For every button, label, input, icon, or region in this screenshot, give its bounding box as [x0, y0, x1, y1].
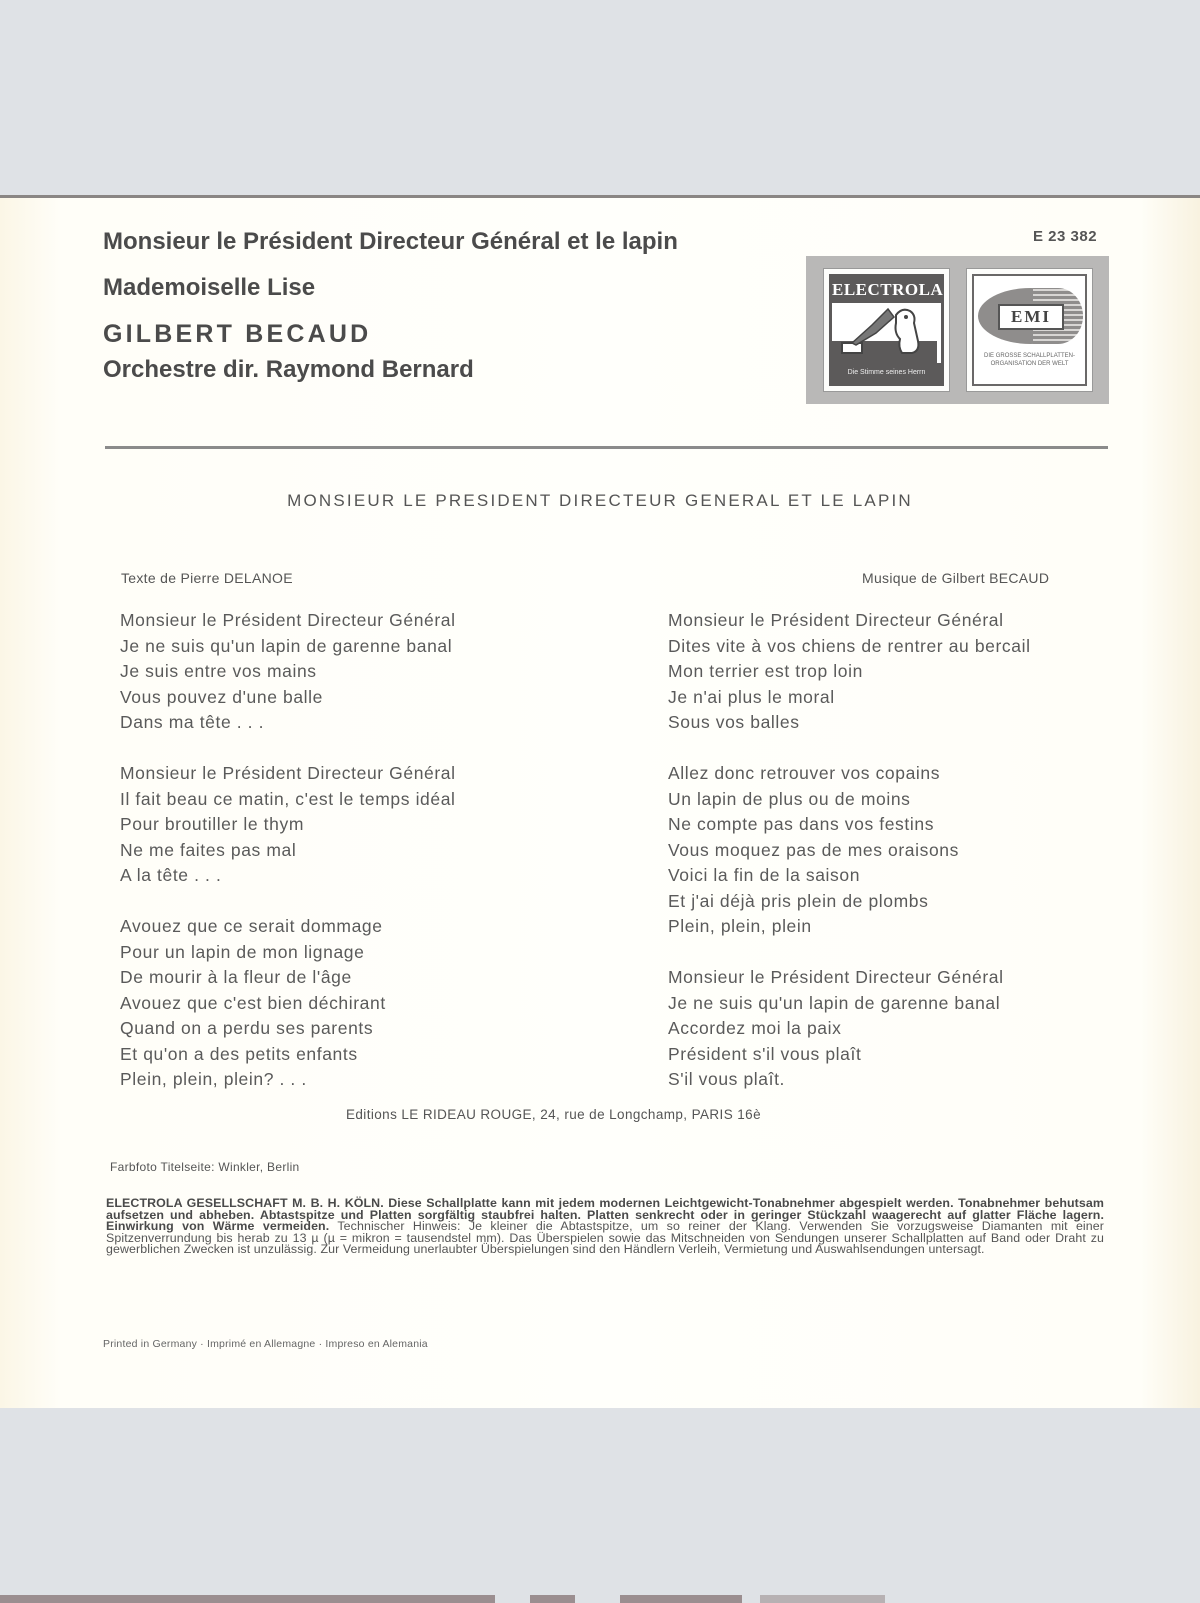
legal-notice-bold: ELECTROLA GESELLSCHAFT M. B. H. KÖLN. Diese Schallplatte kann mit jedem modernen Leichtgewicht-Tonabnehmer abgespielt werden. Tonabnehmer behutsam aufsetzen und abheben. Abtastspitze und Platten sorgfältig staubfrei halten. Platten senkrecht oder in geringer Stückzahl waagerecht auf glatter Fläche lagern. Einwirkung von Wärme vermeiden.: [106, 1196, 1104, 1233]
lyric-line: Je ne suis qu'un lapin de garenne banal: [120, 635, 453, 656]
composer-credit: Musique de Gilbert BECAUD: [862, 570, 1050, 586]
lyric-line: Monsieur le Président Directeur Général: [668, 610, 1004, 630]
a-side-title: Monsieur le Président Directeur Général et le lapin: [103, 228, 678, 255]
emi-logo: [966, 268, 1093, 392]
printed-in-notice: Printed in Germany · Imprimé en Allemagne · Impreso en Alemania: [103, 1338, 428, 1350]
lyric-line: A la tête . . .: [120, 865, 222, 885]
photo-credit: Farbfoto Titelseite: Winkler, Berlin: [110, 1160, 300, 1174]
orchestra-credit: Orchestre dir. Raymond Bernard: [103, 356, 474, 383]
lyric-line: Vous moquez pas de mes oraisons: [668, 839, 959, 860]
lyric-line: Plein, plein, plein: [668, 916, 812, 936]
lyric-line: Pour broutiller le thym: [120, 814, 305, 834]
publisher-credit: Editions LE RIDEAU ROUGE, 24, rue de Longchamp, PARIS 16è: [346, 1107, 761, 1122]
lyric-line: Monsieur le Président Directeur Général: [120, 763, 456, 783]
lyric-line: Voici la fin de la saison: [668, 865, 861, 885]
electrola-logo: [823, 268, 950, 392]
stanza: [668, 761, 1031, 940]
lyric-line: Pour un lapin de mon lignage: [120, 941, 365, 962]
lyric-line: Vous pouvez d'une balle: [120, 686, 323, 707]
lyric-line: Plein, plein, plein? . . .: [120, 1069, 307, 1089]
lyric-line: Un lapin de plus ou de moins: [668, 788, 911, 809]
lyric-line: Je ne suis qu'un lapin de garenne banal: [668, 992, 1001, 1013]
stanza: [120, 608, 456, 736]
label-logos-panel: [806, 256, 1109, 404]
header-divider: [105, 446, 1108, 449]
record-sleeve-back: [0, 195, 1200, 1408]
lyric-line: Ne me faites pas mal: [120, 839, 297, 860]
lyric-line: De mourir à la fleur de l'âge: [120, 967, 352, 987]
lyric-line: Allez donc retrouver vos copains: [668, 763, 941, 783]
lyric-line: Ne compte pas dans vos festins: [668, 814, 935, 834]
lyricist-credit: Texte de Pierre DELANOE: [121, 570, 293, 586]
legal-notice-regular: Technischer Hinweis: Je kleiner die Abtastspitze, um so reiner der Klang. Verwenden Sie vorzugsweise Diamanten mit einer Spitzenverrundung bis herab zu 13 µ (µ = mikron = tausendstel mm). Das Überspielen sowie das Mitschneiden von Sendungen unserer Schallplatten auf Band oder Draht zu gewerblichen Zwecken ist unzulässig. Zur Vermeidung unerlaubter Überspielungen sind den Händlern Verleih, Vermietung und Auswahlsendungen untersagt.: [106, 1219, 1104, 1256]
b-side-title: Mademoiselle Lise: [103, 274, 316, 301]
electrola-tagline: Die Stimme seines Herrn: [832, 363, 941, 383]
lyric-line: Je n'ai plus le moral: [668, 686, 835, 707]
lyric-line: Président s'il vous plaît: [668, 1043, 862, 1064]
lyric-line: S'il vous plaît.: [668, 1069, 786, 1089]
electrola-logo-name: ELECTROLA: [832, 277, 941, 303]
lyric-line: Sous vos balles: [668, 712, 800, 732]
stanza: [668, 608, 1031, 736]
lyric-line: Avouez que ce serait dommage: [120, 916, 383, 936]
lyric-line: Mon terrier est trop loin: [668, 661, 863, 681]
lyric-line: Je suis entre vos mains: [120, 661, 317, 681]
lyric-line: Accordez moi la paix: [668, 1018, 842, 1038]
dog-gramophone-icon: [832, 303, 941, 363]
song-title: MONSIEUR LE PRESIDENT DIRECTEUR GENERAL ET LE LAPIN: [287, 491, 913, 510]
emi-tagline: DIE GROSSE SCHALLPLATTEN-ORGANISATION DER WELT: [984, 353, 1075, 367]
lyrics-left-column: [120, 608, 456, 1118]
stanza: [120, 914, 456, 1093]
lyric-line: Monsieur le Président Directeur Général: [668, 967, 1004, 987]
lyric-line: Monsieur le Président Directeur Général: [120, 610, 456, 630]
lyric-line: Dites vite à vos chiens de rentrer au bercail: [668, 635, 1031, 656]
lyric-line: Dans ma tête . . .: [120, 712, 265, 732]
lyric-line: Et qu'on a des petits enfants: [120, 1043, 358, 1064]
stanza: [668, 965, 1031, 1093]
stanza: [120, 761, 456, 889]
lyrics-right-column: [668, 608, 1031, 1118]
emi-logo-name: EMI: [998, 304, 1064, 330]
globe-icon: [978, 288, 1083, 344]
lyric-line: Il fait beau ce matin, c'est le temps idéal: [120, 788, 456, 809]
lyric-line: Avouez que c'est bien déchirant: [120, 992, 386, 1013]
catalog-number: E 23 382: [1033, 228, 1098, 245]
lyric-line: Quand on a perdu ses parents: [120, 1018, 374, 1038]
legal-notice: [106, 1198, 1104, 1256]
lyric-line: Et j'ai déjà pris plein de plombs: [668, 890, 929, 911]
sleeve-bottom-edge: [0, 1595, 1200, 1603]
artist-name: GILBERT BECAUD: [103, 320, 372, 348]
